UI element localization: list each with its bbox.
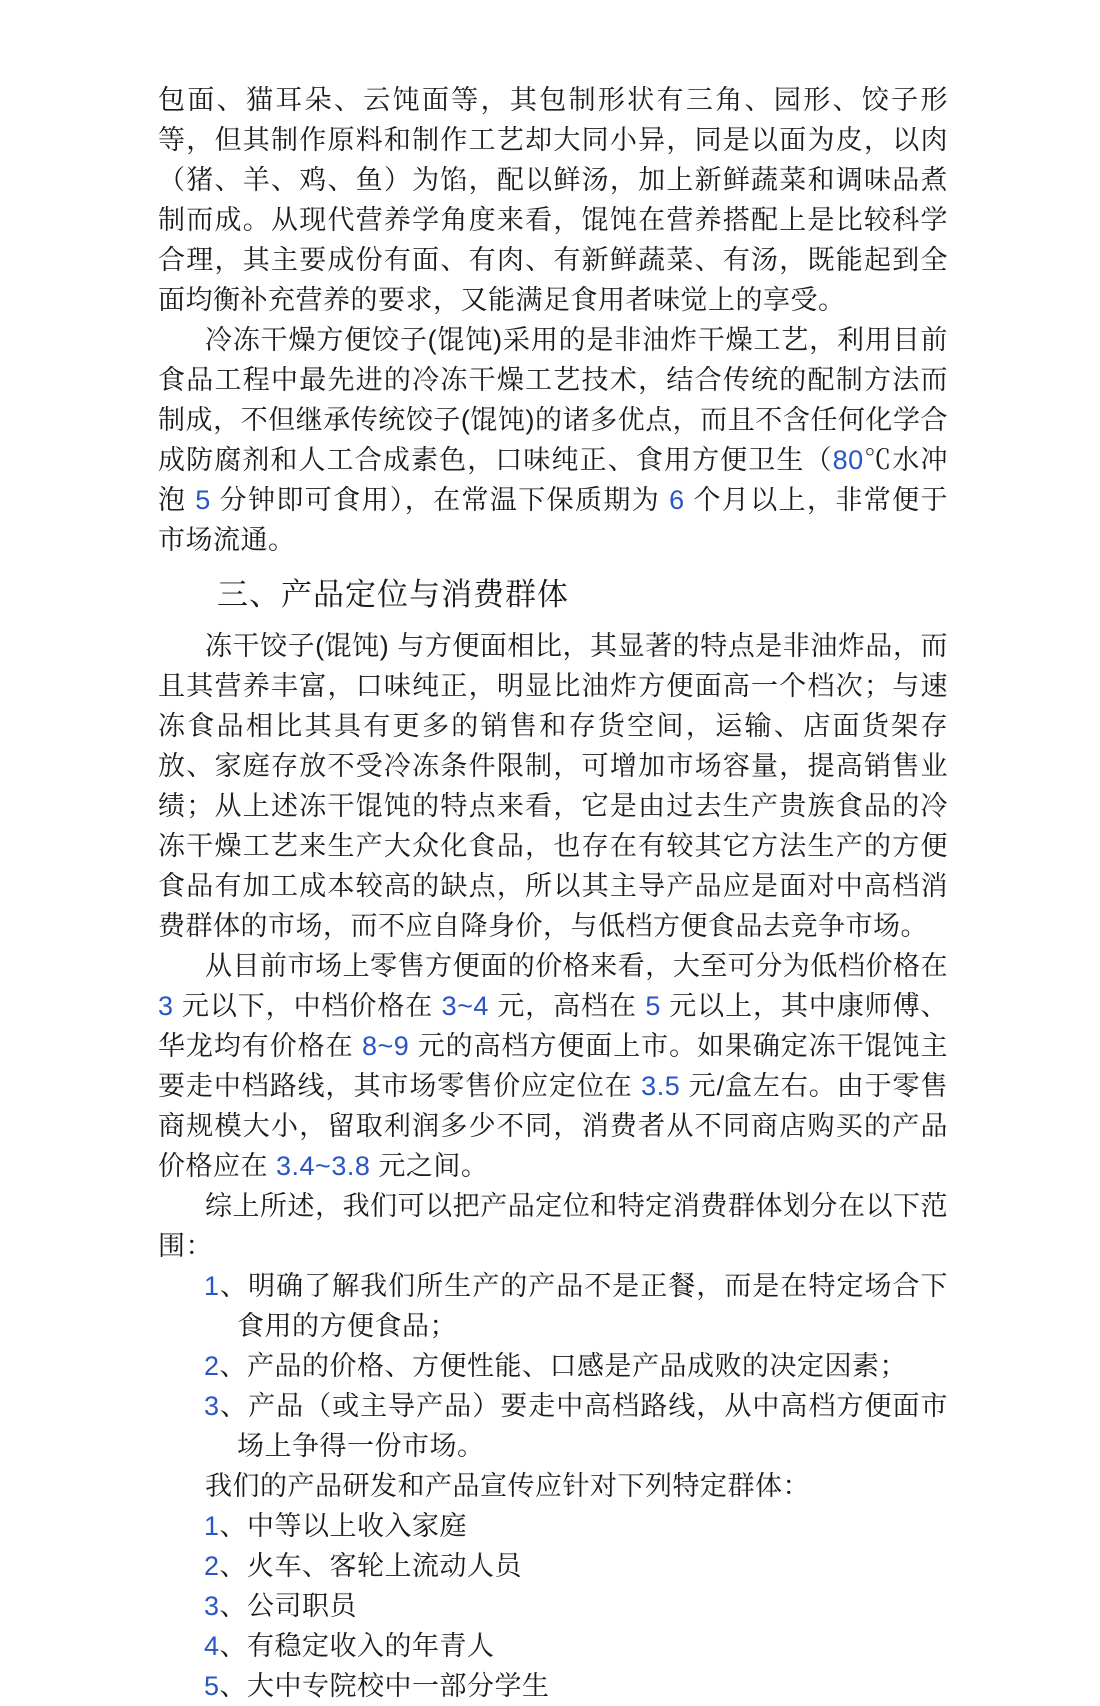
text-run: 中等以上收入家庭: [247, 1511, 468, 1541]
text-run: 个月以上，非常便于市场流通。: [158, 485, 948, 555]
text-run: 元以上，其中康师傅、华龙均有价格在: [158, 991, 948, 1061]
text-run: 元，高档在: [488, 991, 646, 1021]
text-run: 包面、猫耳朵、云饨面等，其包制形状有三角、园形、饺子形等，但其制作原料和制作工艺却大同小异，同是以面为皮，以肉（猪、羊、鸡、鱼）为馅，配以鲜汤，加上新鲜蔬菜和调味品煮制而成。从现代营养学角度来看，馄饨在营养搭配上是比较科学合理，其主要成份有面、有肉、有新鲜蔬菜、有汤，既能起到全面均衡补充营养的要求，又能满足食用者味觉上的享受。: [158, 85, 948, 315]
text-run: ℃水冲泡: [158, 445, 948, 515]
numeric-text-run: 3.4~3.8: [276, 1151, 371, 1181]
list-item-separator: 、: [219, 1671, 248, 1701]
text-run: 冷冻干燥方便饺子(馄饨)采用的是非油炸干燥工艺，利用目前食品工程中最先进的冷冻干燥工艺技术，结合传统的配制方法而制成，不但继承传统饺子(馄饨)的诸多优点，而且不含任何化学合成防腐剂和人工合成素色，口味纯正、食用方便卫生（: [158, 325, 948, 475]
list-item-separator: 、: [219, 1511, 248, 1541]
list-item-number: 3: [204, 1391, 220, 1421]
list-item-number: 1: [204, 1271, 220, 1301]
list-item-separator: 、: [219, 1551, 248, 1581]
list-item-number: 4: [204, 1631, 220, 1661]
text-run: 有稳定收入的年青人: [247, 1631, 495, 1661]
numeric-text-run: 5: [645, 991, 661, 1021]
numeric-text-run: 6: [669, 485, 685, 515]
text-run: 我们的产品研发和产品宣传应针对下列特定群体：: [205, 1471, 810, 1501]
list-item: [158, 1546, 948, 1586]
list-item: [158, 1346, 948, 1386]
text-run: 产品（或主导产品）要走中高档路线，从中高档方便面市场上争得一份市场。: [237, 1391, 949, 1461]
numeric-text-run: 3~4: [441, 991, 489, 1021]
list-item: [158, 1586, 948, 1626]
text-run: 明确了解我们所生产的产品不是正餐，而是在特定场合下食用的方便食品；: [237, 1271, 949, 1341]
list-item-separator: 、: [219, 1271, 249, 1301]
text-run: 元/盒左右。由于零售商规模大小，留取利润多少不同，消费者从不同商店购买的产品价格应在: [158, 1071, 948, 1181]
section-heading: 三、产品定位与消费群体: [217, 577, 569, 612]
list-item-number: 1: [204, 1511, 220, 1541]
text-run: 元的高档方便面上市。如果确定冻干馄饨主要走中档路线，其市场零售价应定位在: [158, 1031, 948, 1101]
list-item-separator: 、: [219, 1591, 248, 1621]
list-item-number: 2: [204, 1351, 220, 1381]
list-item: [158, 1506, 948, 1546]
list-item-number: 2: [204, 1551, 220, 1581]
list-item-separator: 、: [219, 1391, 249, 1421]
list-item-number: 5: [204, 1671, 220, 1701]
numeric-text-run: 3: [158, 991, 174, 1021]
text-run: 元之间。: [370, 1151, 489, 1181]
paragraph: [158, 80, 948, 320]
paragraph: [158, 626, 948, 946]
text-run: 产品的价格、方便性能、口感是产品成败的决定因素；: [247, 1351, 908, 1381]
numeric-text-run: 5: [195, 485, 211, 515]
text-run: 冻干饺子(馄饨) 与方便面相比，其显著的特点是非油炸品，而且其营养丰富，口味纯正，明显比油炸方便面高一个档次；与速冻食品相比其具有更多的销售和存货空间，运输、店面货架存放、家庭存放不受冷冻条件限制，可增加市场容量，提高销售业绩；从上述冻干馄饨的特点来看，它是由过去生产贵族食品的冷冻干燥工艺来生产大众化食品，也存在有较其它方法生产的方便食品有加工成本较高的缺点，所以其主导产品应是面对中高档消费群体的市场，而不应自降身价，与低档方便食品去竞争市场。: [158, 631, 948, 941]
numeric-text-run: 80: [832, 445, 864, 475]
text-run: 从目前市场上零售方便面的价格来看，大至可分为低档价格在: [205, 951, 948, 981]
list-item-separator: 、: [219, 1351, 248, 1381]
text-run: 大中专院校中一部分学生: [247, 1671, 550, 1701]
text-run: 综上所述，我们可以把产品定位和特定消费群体划分在以下范围：: [158, 1191, 948, 1261]
numeric-text-run: 8~9: [361, 1031, 410, 1061]
paragraph: [158, 1466, 948, 1506]
list-item: [158, 1666, 948, 1706]
section-body: [158, 626, 948, 1706]
section-intro: [158, 80, 948, 560]
list-item-separator: 、: [219, 1631, 248, 1661]
text-run: 火车、客轮上流动人员: [247, 1551, 523, 1581]
list-item: [158, 1386, 948, 1466]
list-item-number: 3: [204, 1591, 220, 1621]
text-run: 分钟即可食用），在常温下保质期为: [210, 485, 670, 515]
paragraph: [158, 946, 948, 1186]
list-item: [158, 1266, 948, 1346]
paragraph: [158, 1186, 948, 1266]
text-run: 元以下，中档价格在: [173, 991, 442, 1021]
list-item: [158, 1626, 948, 1666]
paragraph: [158, 320, 948, 560]
numeric-text-run: 3.5: [641, 1071, 681, 1101]
text-run: 公司职员: [247, 1591, 358, 1621]
